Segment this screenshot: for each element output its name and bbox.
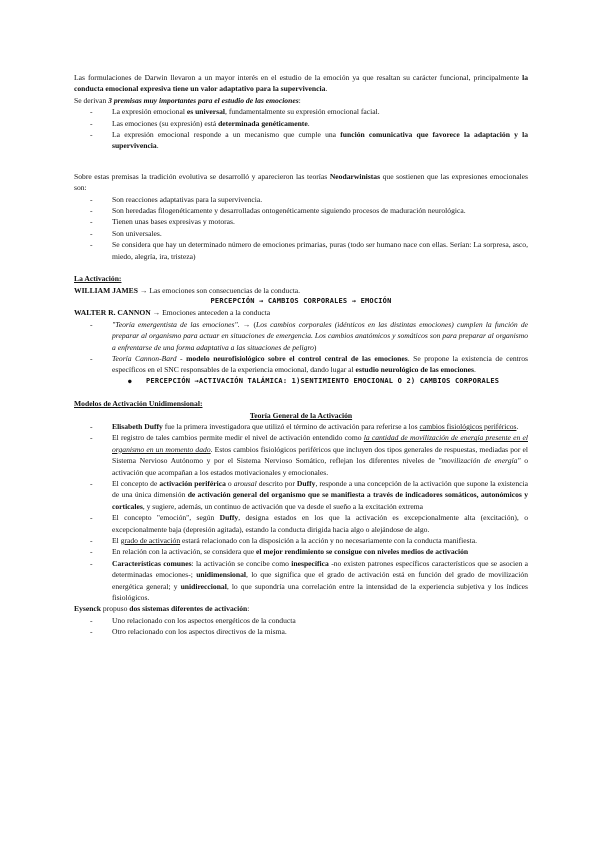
list-item: - Otro relacionado con los aspectos directivos de la misma.	[74, 626, 528, 637]
list-item: - En relación con la activación, se considera que el mejor rendimiento se consigue con niveles medios de activación	[74, 546, 528, 557]
list-item: - La expresión emocional es universal, fundamentalmente su expresión emocional facial.	[74, 106, 528, 117]
modelos-list	[74, 421, 528, 604]
list-item: - Tienen unas bases expresivas y motoras.	[74, 216, 528, 227]
eysenck-list	[74, 615, 528, 638]
premisas-list	[74, 106, 528, 152]
list-item: - El grado de activación estará relacionado con la disposición a la acción y no necesariamente con la conducta manifiesta.	[74, 535, 528, 546]
james-line: WILLIAM JAMES → Las emociones son consecuencias de la conducta.	[74, 285, 301, 295]
list-item: - Uno relacionado con los aspectos energéticos de la conducta	[74, 615, 528, 626]
list-item: - Las emociones (su expresión) está determinada genéticamente.	[74, 118, 528, 129]
intro-paragraph: Las formulaciones de Darwin llevaron a un mayor interés en el estudio de la emoción ya que resaltan su carácter funcional, principalmente la conducta emocional expresiva tiene un valor adaptativo para la supervivencia.	[74, 73, 528, 94]
list-item: - Son heredadas filogenéticamente y desarrolladas ontogenéticamente siguiendo procesos de maduración neurológica.	[74, 205, 528, 216]
list-item: - Son universales.	[74, 228, 528, 239]
neodarwin-list	[74, 194, 528, 262]
eysenck-line: Eysenck propuso dos sistemas diferentes de activación:	[74, 604, 250, 614]
list-item: - Son reacciones adaptativas para la supervivencia.	[74, 194, 528, 205]
modelos-subheading: Teoría General de la Activación	[249, 410, 353, 420]
cannon-line: WALTER R. CANNON → Emociones anteceden a la conducta	[74, 308, 271, 318]
neodarwin-paragraph: Sobre estas premisas la tradición evolutiva se desarrolló y aparecieron las teorías Neodarwinistas que sostienen que las expresiones emocionales son:	[74, 171, 528, 193]
list-item: - Características comunes: la activación se concibe como inespecífica -no existen patrones específicos característicos que se asocien a determinadas emociones-; unidimensional, lo que significa que el grado de activación está en función del grado de movilización energética general; y unidireccional, lo que supondría una correlación entre la intensidad de la experiencia subjetiva y los índices fisiológicos.	[74, 558, 528, 604]
list-item: - El registro de tales cambios permite medir el nivel de activación entendido como la cantidad de movilización de energía presente en el organismo en un momento dado. Estos cambios fisiológicos periféricos que incluyen dos tipos generales de respuestas, mediadas por el Sistema Nervioso Autónomo y por el Sistema Nervioso Somático, reflejan los diferentes niveles de "movilización de energía" o activación que acompañan a los estados motivacionales y emocionales.	[74, 432, 528, 478]
list-item: - Teoría Cannon-Bard - modelo neurofisiológico sobre el control central de las emociones. Se propone la existencia de centros específicos en el SNC responsables de la experiencia emocional, dando lugar al estudio neurológico de las emociones.	[74, 353, 528, 376]
james-formula: PERCEPCIÓN → CAMBIOS CORPORALES → EMOCIÓN	[210, 296, 392, 305]
modelos-heading: Modelos de Activación Unidimensional:	[74, 399, 203, 409]
list-item: - El concepto de activación periférica o arousal descrito por Duffy, responde a una concepción de la activación que supone la existencia de una única dimensión de activación general del organismo que se manifiesta a través de indicadores somáticos, autonómicos y corticales, y sugiere, además, un continuo de activación que va desde el sueño a la excitación extrema	[74, 478, 528, 512]
document-page	[74, 72, 528, 638]
cannon-formula: ● PERCEPCIÓN →ACTIVACIÓN TALÁMICA: 1)SENTIMIENTO EMOCIONAL O 2) CAMBIOS CORPORALES	[74, 376, 528, 387]
list-item: - El concepto "emoción", según Duffy, designa estados en los que la activación es excepcionalmente alta (excitación), o excepcionalmente baja (depresión agitada), estando la conducta dirigida hacia algo o alejándose de algo.	[74, 512, 528, 535]
intro-emphasis: la conducta emocional expresiva tiene un valor adaptativo para la supervivencia	[74, 73, 528, 94]
cannon-formula-list	[74, 376, 528, 387]
list-item: - Elisabeth Duffy fue la primera investigadora que utilizó el término de activación para referirse a los cambios fisiológicos periféricos.	[74, 421, 528, 432]
activacion-heading: La Activación:	[74, 274, 122, 284]
cannon-list	[74, 319, 528, 376]
premisas-intro: Se derivan 3 premisas muy importantes para el estudio de las emociones:	[74, 95, 301, 105]
list-item: - La expresión emocional responde a un mecanismo que cumple una función comunicativa que favorece la adaptación y la supervivencia.	[74, 129, 528, 152]
list-item: - Se considera que hay un determinado número de emociones primarias, puras (todo ser humano nace con ellas. Serían: La sorpresa, asco, miedo, alegría, ira, tristeza)	[74, 239, 528, 262]
list-item: - "Teoría emergentista de las emociones". → (Los cambios corporales (idénticos en las distintas emociones) cumplen la función de preparar al organismo para actuar en situaciones de emergencia. Los cambios anatómicos y somáticos son para preparar al organismo a enfrentarse de una forma adaptativa a las situaciones de peligro)	[74, 319, 528, 353]
